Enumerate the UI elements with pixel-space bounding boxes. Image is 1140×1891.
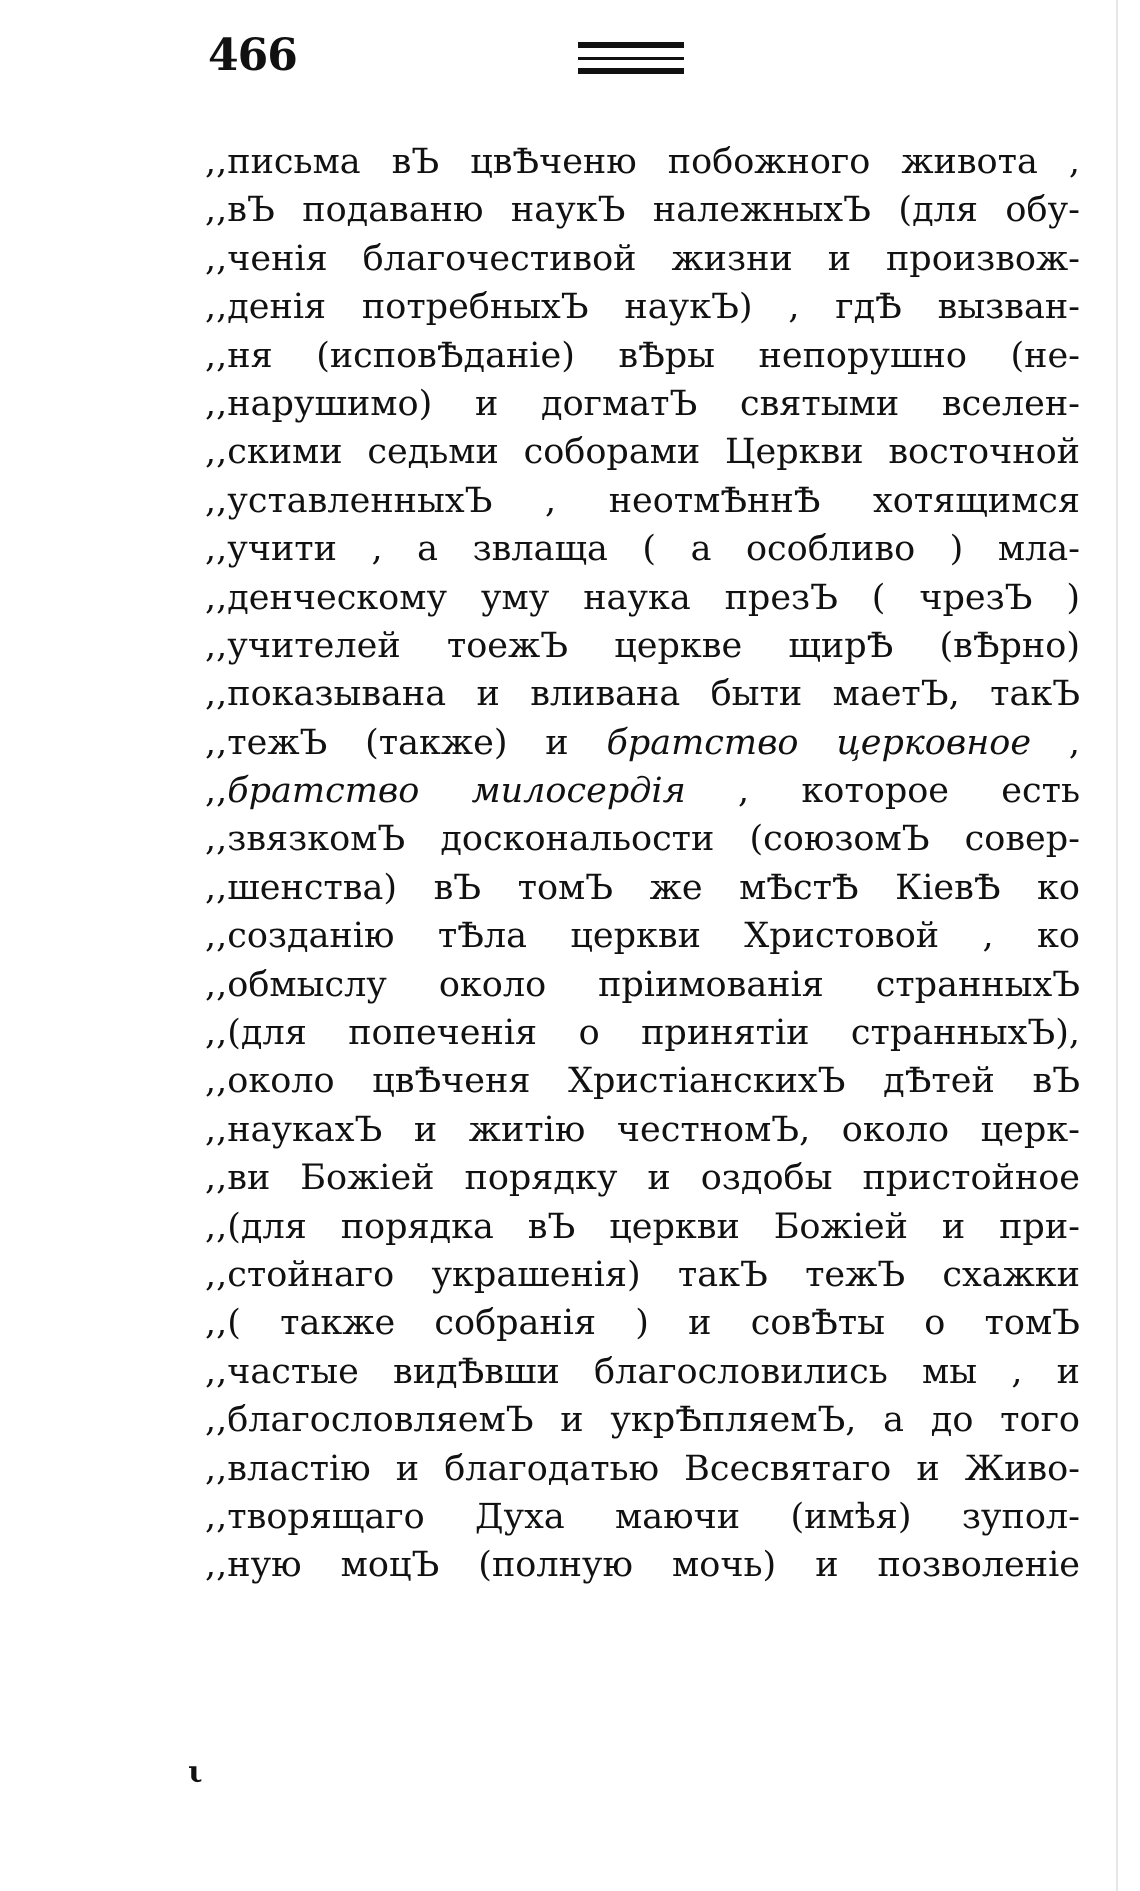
text-line: ,,властію и благодатью Всесвятаго и Живо- (205, 1448, 1080, 1489)
text-line: ,,шенства) вЪ томЪ же мѢстѢ КіевѢ ко (205, 867, 1080, 908)
body-text (205, 138, 1080, 1590)
page-number: 466 (208, 30, 297, 81)
text-line: ,,письма вЪ цвѢченю побожного живота , (205, 142, 1080, 182)
text-line: ,,уставленныхЪ , неотмѢннѢ хотящимся (205, 480, 1080, 521)
text-line: ,,учителей тоежЪ церкве щирѢ (вѢрно) (205, 625, 1080, 666)
text-line: ,,( также собранія ) и совѢты о томЪ (205, 1303, 1080, 1344)
footer-mark: ι (188, 1755, 203, 1790)
italic-phrase: братство церковное (606, 722, 1032, 763)
text-line-with-italic (205, 719, 1080, 767)
text-segment: ,, (205, 771, 228, 812)
ornament-rule (578, 68, 684, 74)
italic-phrase: братство милосердія (227, 771, 686, 812)
text-line: ,,созданію тѢла церкви Христовой , ко (205, 916, 1080, 957)
text-line: ,,около цвѢченя ХристіанскихЪ дѢтей вЪ (205, 1061, 1080, 1102)
text-line: ,,частые видѢвши благословились мы , и (205, 1351, 1080, 1392)
text-line: ,,показывана и вливана быти маетЪ, такЪ (205, 674, 1080, 715)
page-edge-rule (1116, 0, 1118, 1891)
text-line: ,,денческому уму наука презЪ ( чрезЪ ) (205, 577, 1080, 618)
text-line: ,,ви Божіей порядку и оздобы пристойное (205, 1158, 1080, 1199)
text-line: ,,вЪ подаваню наукЪ належныхЪ (для обу- (205, 190, 1080, 231)
text-segment: , которое есть (685, 771, 1080, 812)
text-line: ,,благословляемЪ и укрѢпляемЪ, а до того (205, 1400, 1080, 1441)
text-line: ,,творящаго Духа маючи (имѣя) зупол- (205, 1496, 1080, 1537)
text-line: ,,звязкомЪ доскональости (союзомЪ совер- (205, 819, 1080, 860)
text-line: ,,наукахЪ и житію честномЪ, около церк- (205, 1109, 1080, 1150)
ornament-rule (578, 57, 684, 60)
text-segment: ,,тежЪ (также) и (205, 722, 607, 763)
text-line: ,,ченія благочестивой жизни и произвож- (205, 238, 1080, 279)
ornament-rule (578, 42, 684, 48)
text-line: ,,скими седьми соборами Церкви восточной (205, 432, 1080, 473)
text-line: ,,нарушимо) и догматЪ святыми вселен- (205, 383, 1080, 424)
text-line: ,,(для порядка вЪ церкви Божіей и при- (205, 1206, 1080, 1247)
text-segment: , (1031, 722, 1080, 763)
text-line-with-italic (205, 767, 1080, 815)
text-line: ,,учити , а звлаща ( а особливо ) мла- (205, 529, 1080, 570)
text-line: ,,денія потребныхЪ наукЪ) , гдѢ вызван- (205, 287, 1080, 328)
text-line: ,,обмыслу около пріимованія странныхЪ (205, 964, 1080, 1005)
header-ornament (578, 42, 684, 74)
text-line: ,,стойнаго украшенія) такЪ тежЪ схажки (205, 1254, 1080, 1295)
text-line: ,,(для попеченія о принятіи странныхЪ), (205, 1013, 1080, 1054)
text-line: ,,ную моцЪ (полную мочь) и позволеніе (205, 1545, 1080, 1586)
text-line: ,,ня (исповѢданіе) вѢры непорушно (не- (205, 335, 1080, 376)
